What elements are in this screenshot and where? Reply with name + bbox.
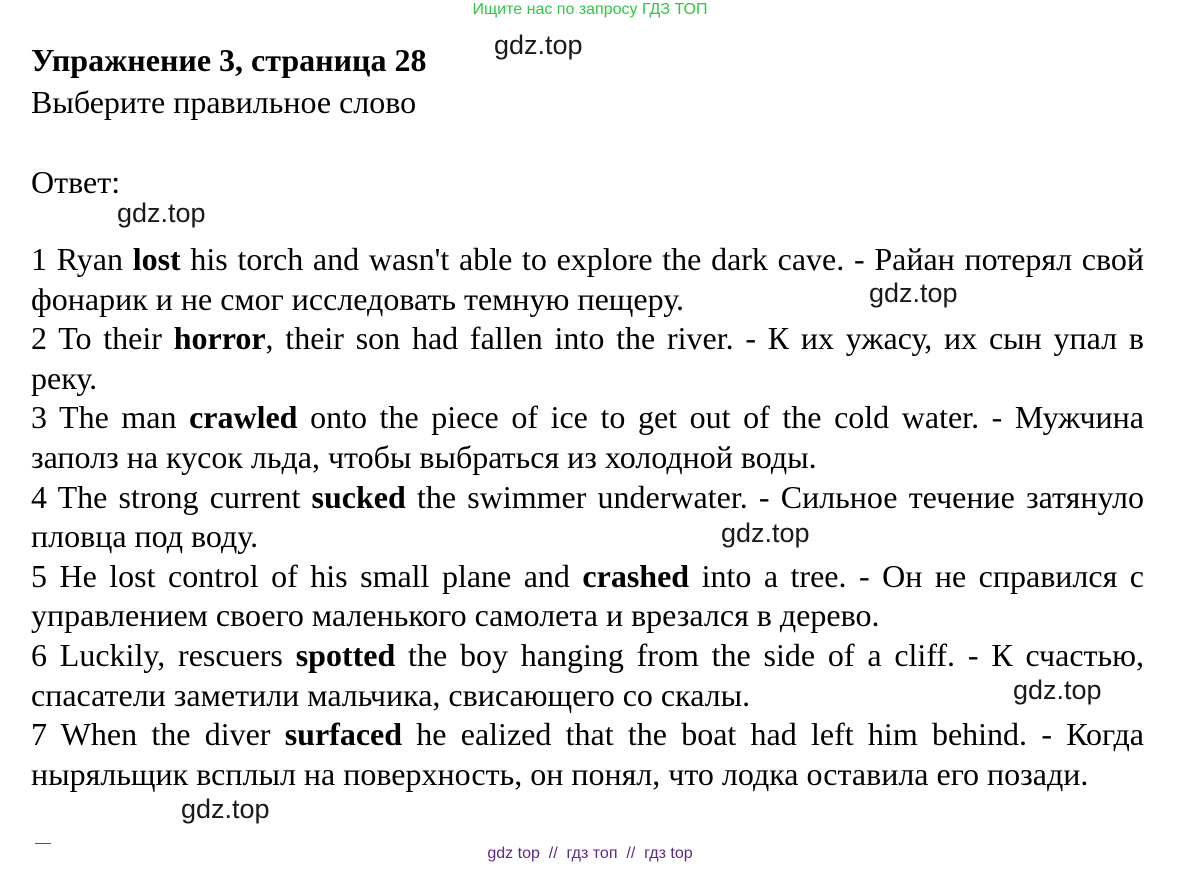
answer-item-6 (31, 636, 1144, 715)
watermark: gdz.top (1013, 675, 1102, 705)
answer-word: horror (173, 320, 266, 357)
answer-word: surfaced (284, 716, 403, 753)
watermark: gdz.top (494, 30, 583, 60)
item-text: , their son had fallen into the river. - К их ужасу, их сын упал в реку. (31, 320, 1145, 396)
answer-list (31, 240, 1144, 794)
item-text: his torch and wasn't able to explore the dark cave. - Райан потерял свой фонарик и не смог исследовать темную пещеру. (31, 241, 1145, 317)
answer-item-1 (31, 240, 1144, 319)
watermark: gdz.top (181, 794, 270, 824)
watermark: gdz.top (721, 518, 810, 548)
item-text: onto the piece of ice to get out of the cold water. - Мужчина заполз на кусок льда, чтобы выбраться из холодной воды. (31, 399, 1145, 475)
answer-label: Ответ: (31, 164, 121, 200)
top-banner: Ищите нас по запросу ГДЗ ТОП (472, 1, 708, 18)
item-text: 2 To their (31, 320, 174, 357)
footer-links[interactable]: gdz top // гдз топ // гдз top (487, 845, 693, 862)
item-text: 6 Luckily, rescuers (31, 636, 296, 673)
answer-item-3 (31, 398, 1144, 477)
item-text: the swimmer underwater. - Сильное течение затянуло пловца под воду. (31, 478, 1145, 555)
answer-word: spotted (295, 636, 396, 673)
item-text: 3 The man (31, 399, 190, 436)
page-title: Упражнение 3, страница 28 (31, 42, 427, 78)
item-text: 7 When the diver (31, 716, 285, 753)
item-text: 1 Ryan (31, 241, 133, 277)
answer-word: crashed (582, 557, 690, 594)
divider (35, 843, 51, 844)
answer-word: crawled (189, 399, 298, 436)
answer-item-2 (31, 319, 1144, 398)
item-text: 5 He lost control of his small plane and (31, 557, 583, 594)
item-text: the boy hanging from the side of a cliff. - К счастью, спасатели заметили мальчика, свисающего со скалы. (31, 636, 1145, 713)
answer-item-4 (31, 478, 1144, 557)
item-text: he ealized that the boat had left him behind. - Когда ныряльщик всплыл на поверхность, он понял, что лодка оставила его позади. (31, 716, 1145, 792)
answer-word: lost (132, 241, 181, 277)
task-instruction: Выберите правильное слово (31, 84, 417, 120)
answer-word: sucked (311, 478, 406, 515)
watermark: gdz.top (117, 198, 206, 228)
answer-item-5 (31, 557, 1144, 636)
watermark: gdz.top (869, 278, 958, 308)
answer-item-7 (31, 715, 1144, 794)
item-text: 4 The strong current (31, 478, 312, 515)
item-text: into a tree. - Он не справился с управлением своего маленького самолета и врезался в дерево. (31, 557, 1145, 634)
